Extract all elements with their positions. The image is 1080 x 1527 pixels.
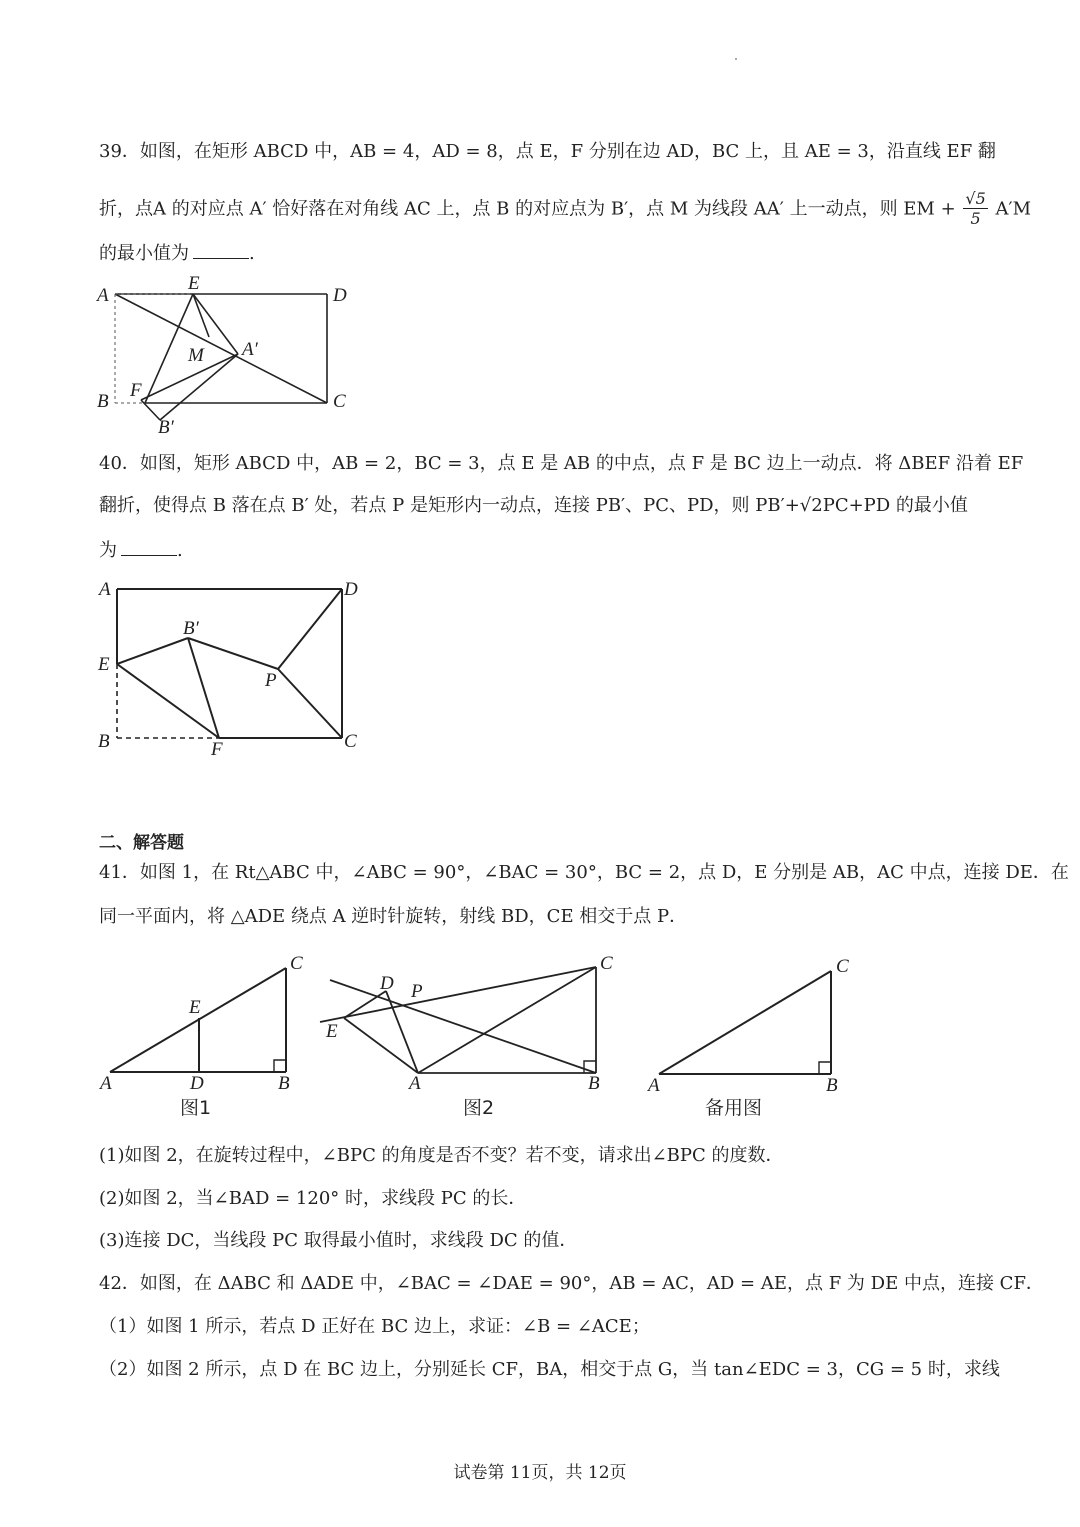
q40-label-c: C: [344, 731, 357, 752]
fig1-caption: 图1: [180, 1097, 212, 1119]
q39-label-m: M: [188, 345, 204, 366]
q41-part1: (1)如图 2，在旋转过程中，∠BPC 的角度是否不变？若不变，请求出∠BPC 的度数．: [99, 1145, 784, 1166]
q39-figure: [90, 272, 370, 442]
fig1-label-d: D: [190, 1073, 204, 1094]
q40-label-d: D: [344, 579, 358, 600]
fig2-label-b: B: [588, 1073, 600, 1094]
q39-label-b: B: [97, 391, 109, 412]
page-footer: 试卷第 11页，共 12页: [453, 1463, 627, 1483]
q39-label-b-prime: B′: [158, 417, 174, 438]
q39-label-a: A: [97, 285, 109, 306]
q40-line3: [99, 537, 183, 563]
q42-part1: （1）如图 1 所示，若点 D 正好在 BC 边上，求证：∠B = ∠ACE；: [99, 1316, 650, 1337]
q39-line2-text: 折，点A 的对应点 A′ 恰好落在对角线 AC 上，点 B 的对应点为 B′，点 M 为线段 AA′ 上一动点，则 EM +: [99, 198, 956, 220]
q42-part2: （2）如图 2 所示，点 D 在 BC 边上，分别延长 CF，BA，相交于点 G，当 tan∠EDC = 3，CG = 5 时，求线: [99, 1359, 1000, 1380]
q39-label-a-prime: A′: [242, 339, 258, 360]
fig1-label-c: C: [290, 953, 303, 974]
q42-line1: 42．如图，在 ΔABC 和 ΔADE 中，∠BAC = ∠DAE = 90°，AB = AC，AD = AE，点 F 为 DE 中点，连接 CF．: [99, 1273, 1044, 1294]
fig1-label-a: A: [100, 1073, 112, 1094]
q39-line3: [99, 240, 255, 266]
fig2-caption: 图2: [463, 1097, 495, 1119]
fig1-label-b: B: [278, 1073, 290, 1094]
q39-label-f: F: [130, 380, 142, 401]
q39-label-c: C: [333, 391, 346, 412]
q40-label-b: B: [98, 731, 110, 752]
fig3-caption: 备用图: [705, 1097, 763, 1119]
fig2-label-e: E: [326, 1021, 338, 1042]
q39-frac-num: √5: [965, 189, 986, 208]
q39-line2-tail: A′M: [995, 198, 1032, 220]
fig3-label-b: B: [826, 1075, 838, 1096]
q40-line2: 翻折，使得点 B 落在点 B′ 处，若点 P 是矩形内一动点，连接 PB′、PC、PD，则 PB′+√2PC+PD 的最小值: [99, 495, 968, 516]
q40-label-b-prime: B′: [183, 618, 199, 639]
q40-line3-text: 为: [99, 540, 117, 561]
q39-line3-text: 的最小值为: [99, 243, 189, 264]
scan-speck: [735, 58, 737, 60]
q40-label-e: E: [98, 654, 110, 675]
fig3-label-c: C: [836, 956, 849, 977]
fig2-label-a: A: [409, 1073, 421, 1094]
answer-blank: [121, 537, 177, 556]
q39-line1: 39．如图，在矩形 ABCD 中，AB = 4，AD = 8，点 E，F 分别在边 AD，BC 上，且 AE = 3，沿直线 EF 翻: [99, 141, 996, 162]
q39-label-d: D: [333, 285, 347, 306]
q40-label-f: F: [211, 739, 223, 760]
q39-fraction: [963, 190, 987, 229]
q39-line2: [99, 190, 1031, 229]
q41-part2: (2)如图 2，当∠BAD = 120° 时，求线段 PC 的长．: [99, 1188, 527, 1209]
q41-figures: [90, 945, 890, 1125]
q40-label-a: A: [99, 579, 111, 600]
fig2-label-c: C: [600, 953, 613, 974]
fig1-label-e: E: [189, 997, 201, 1018]
q41-line2: 同一平面内，将 △ADE 绕点 A 逆时针旋转，射线 BD，CE 相交于点 P．: [99, 906, 688, 927]
q41-line1: 41．如图 1，在 Rt△ABC 中，∠ABC = 90°，∠BAC = 30°，BC = 2，点 D，E 分别是 AB，AC 中点，连接 DE．在: [99, 862, 1069, 883]
q40-figure: [90, 572, 380, 767]
fig3-label-a: A: [648, 1075, 660, 1096]
fig2-label-p: P: [411, 981, 423, 1002]
q40-line3-end: .: [177, 540, 183, 561]
q39-frac-den: 5: [970, 209, 981, 228]
q40-line1: 40．如图，矩形 ABCD 中，AB = 2，BC = 3，点 E 是 AB 的中点，点 F 是 BC 边上一动点．将 ΔBEF 沿着 EF: [99, 453, 1024, 474]
q41-part3: (3)连接 DC，当线段 PC 取得最小值时，求线段 DC 的值．: [99, 1230, 578, 1251]
fig2-label-d: D: [380, 973, 394, 994]
q39-line3-end: .: [249, 243, 255, 264]
answer-blank: [193, 240, 249, 259]
q39-label-e: E: [188, 273, 200, 294]
section-heading: 二、解答题: [99, 833, 184, 853]
q40-label-p: P: [265, 670, 277, 691]
